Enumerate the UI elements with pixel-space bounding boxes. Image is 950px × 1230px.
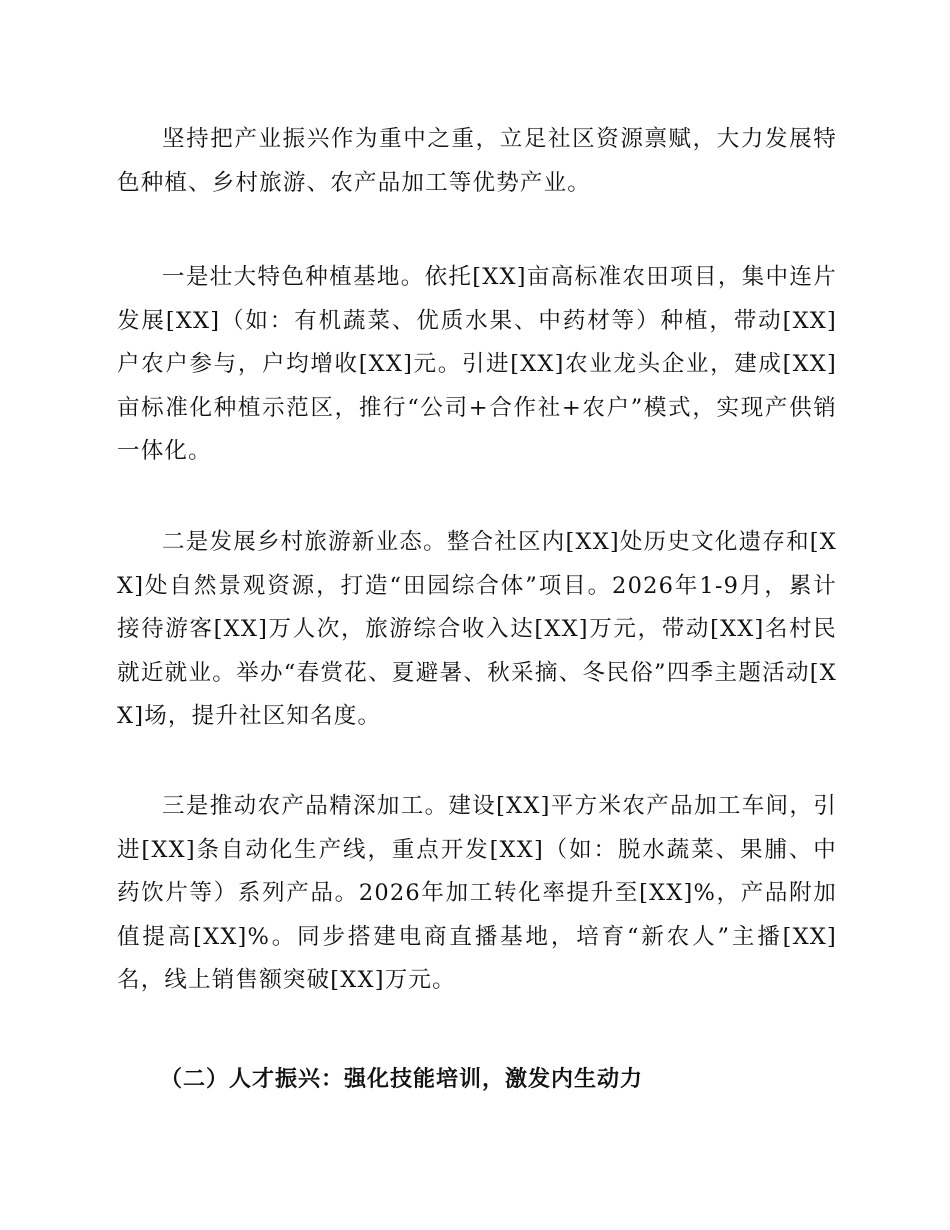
- planting-base-paragraph: 一是壮大特色种植基地。依托[XX]亩高标准农田项目，集中连片发展[XX]（如：有机蔬菜、优质水果、中药材等）种植，带动[XX]户农户参与，户均增收[XX]元。引进[XX]农业龙头企业，建成[XX]亩标准化种植示范区，推行“公司+合作社+农户”模式，实现产供销一体化。: [117, 264, 837, 464]
- section-heading: （二）人才振兴：强化技能培训，激发内生动力: [160, 1067, 644, 1092]
- rural-tourism-paragraph: 二是发展乡村旅游新业态。整合社区内[XX]处历史文化遗存和[XX]处自然景观资源，打造“田园综合体”项目。2026年1-9月，累计接待游客[XX]万人次，旅游综合收入达[XX]万元，带动[XX]名村民就近就业。举办“春赏花、夏避暑、秋采摘、冬民俗”四季主题活动[XX]场，提升社区知名度。: [117, 529, 837, 729]
- agri-processing-paragraph: 三是推动农产品精深加工。建设[XX]平方米农产品加工车间，引进[XX]条自动化生产线，重点开发[XX]（如：脱水蔬菜、果脯、中药饮片等）系列产品。2026年加工转化率提升至[XX]%，产品附加值提高[XX]%。同步搭建电商直播基地，培育“新农人”主播[XX]名，线上销售额突破[XX]万元。: [117, 793, 837, 993]
- intro-paragraph: 坚持把产业振兴作为重中之重，立足社区资源禀赋，大力发展特色种植、乡村旅游、农产品加工等优势产业。: [117, 126, 837, 196]
